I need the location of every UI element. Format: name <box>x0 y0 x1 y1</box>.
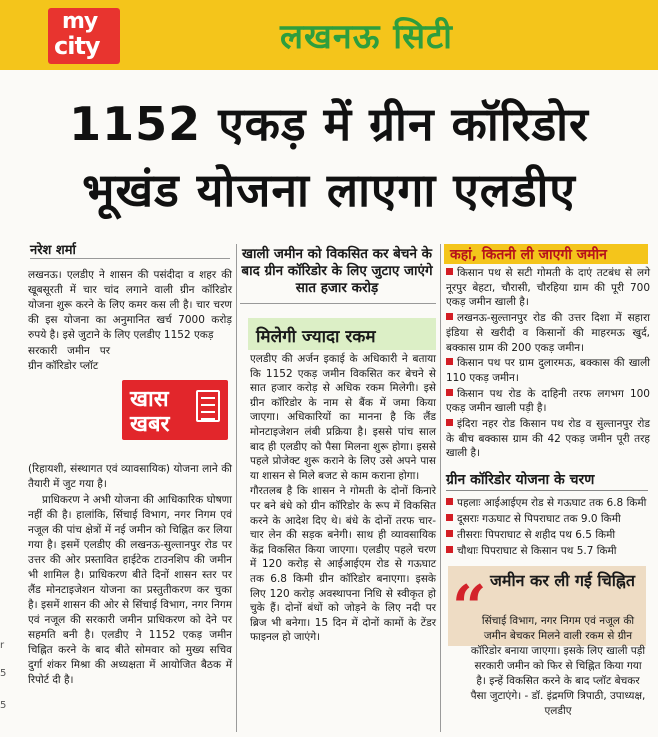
bullet-square-icon <box>446 419 453 426</box>
bullet-square-icon <box>446 498 453 505</box>
headline-line-1: 1152 एकड़ में ग्रीन कॉरिडोर <box>69 97 589 151</box>
story-paragraph-1-end: (रिहायशी, संस्थागत एवं व्यावसायिक) योजना लाने की तैयारी में जुट गया है। <box>28 463 232 490</box>
badge-line-1: खास <box>130 387 169 412</box>
masthead-bar <box>0 0 658 70</box>
main-story-column <box>28 268 232 689</box>
section-title: लखनऊ सिटी <box>280 17 453 57</box>
story-paragraph-2: प्राधिकरण ने अभी योजना की आधिकारिक घोषणा नहीं की है। हालांकि, सिंचाई विभाग, नगर निगम एवं नजूल की पांच क्षेत्रों में नई जमीन को चिह्नित कर लिया गया है। इसमें एलडीए की लखनऊ-सुल्तानपुर रोड पर उत्तर की ओर प्रस्तावित हाईटेक टाउनशिप की जमीन भी शामिल है। प्राधिकरण बीते दिनों शासन स्तर पर लैंड मोनटाइजेशन योजना का प्रस्तुतीकरण कर चुका है। इसमें शासन की ओर से सिंचाई विभाग, नगर निगम एवं नजूल की सरकारी जमीन प्राधिकरण को देने पर सहमति बनी है। एलडीए ने 1152 एकड़ जमीन चिह्नित करने के बाद बीते सोमवार को मुख्य सचिव दुर्गा शंकर मिश्रा की अध्यक्षता में आयोजित बैठक में रिपोर्ट दी है। <box>28 494 232 686</box>
bullet-square-icon <box>446 389 453 396</box>
quote-icon: “ <box>452 573 487 643</box>
list-item: लखनऊ-सुल्तानपुर रोड की उत्तर दिशा में सहारा इंडिया से खरीदी व किसानों की माहरमऊ खुर्द, बक्कास ग्राम की 200 एकड़ जमीन। <box>446 312 650 354</box>
bullet-square-icon <box>446 358 453 365</box>
quote-text: सिंचाई विभाग, नगर निगम एवं नजूल की जमीन बेचकर मिलने वाली रकम से ग्रीन कॉरिडोर बनाया जाएगा। इसके लिए खाली पड़ी सरकारी जमीन को फिर से चिह्नित किया गया है। इन्हें विकसित करने के बाद प्लॉट बेचकर पैसा जुटाएंगे। - डॉ. इंद्रमणि त्रिपाठी, उपाध्यक्ष, एलडीए <box>470 615 646 717</box>
bullet-square-icon <box>446 268 453 275</box>
divider <box>240 303 436 304</box>
story-paragraph-1-narrow: सरकारी जमीन पर ग्रीन कॉरिडोर प्लॉट <box>28 345 110 372</box>
edge-mark: r <box>0 640 5 651</box>
land-list <box>446 266 650 462</box>
bullet-square-icon <box>446 530 453 537</box>
mycity-logo <box>48 8 120 64</box>
column-divider <box>236 244 237 732</box>
col2-paragraph-1: एलडीए की अर्जन इकाई के अधिकारी ने बताया कि 1152 एकड़ जमीन विकसित कर बेचने से सात हजार करोड़ से अधिक रकम मिलेगी। इसे ग्रीन कॉरिडोर के नाम से बैंक में जमा किया जाएगा। अधिकारियों का मानना है कि लैंड मोनटाइजेशन लंबी प्रक्रिया है। इससे पांच साल बाद ही एलडीए को पैसा मिलना शुरू होगा। इससे पहले प्रोजेक्ट शुरू कराने के लिए उसे अपने पास या शासन से मिले बजट से काम कराना होगा। <box>250 353 436 482</box>
khas-khabar-badge <box>122 380 228 440</box>
edge-mark: 5 <box>0 700 7 711</box>
badge-line-2: खबर <box>130 412 170 437</box>
quote-title: जमीन कर ली गई चिह्नित <box>490 571 635 590</box>
list-item: दूसराः गऊघाट से पिपराघाट तक 9.0 किमी <box>446 511 652 527</box>
bullet-square-icon <box>446 546 453 553</box>
headline-line-2: भूखंड योजना लाएगा एलडीए <box>82 163 576 217</box>
byline: नरेश शर्मा <box>30 243 76 258</box>
document-icon <box>196 390 220 422</box>
bullet-square-icon <box>446 514 453 521</box>
list-item: किसान पथ से सटी गोमती के दाएं तटबंध से लगे नूरपुर बेहटा, चौरासी, चौरहिया ग्राम की पूरी 700 एकड़ जमीन खाली है। <box>446 267 650 309</box>
list-item: किसान पथ रोड के दाहिनी तरफ लगभग 100 एकड़ जमीन खाली पड़ी है। <box>446 387 650 415</box>
list-item: किसान पथ पर ग्राम दुलारमऊ, बक्कास की खाली 110 एकड़ जमीन। <box>446 357 650 384</box>
logo-my: my <box>62 9 98 34</box>
col2-paragraph-2: गौरतलब है कि शासन ने गोमती के दोनों किनारे पर बने बंधे को ग्रीन कॉरिडोर के रूप में विकसित करने के आदेश दिए थे। बंधे के दोनों तरफ चार-चार लेन की सड़क बनेगी। साथ ही व्यावसायिक केंद्र विकसित किया जाएगा। एलडीए पहले चरण में 120 करोड़ से आईआईएम रोड से गऊघाट तक 6.8 किमी ग्रीन कॉरिडोर बनाएगा। इसके लिए 120 करोड़ अवस्थापना निधि से स्वीकृत हो चुके हैं। दोनों बंधों को जोड़ने के लिए नदी पर ब्रिज भी बनेगा। 15 दिन में दोनों कामों के टेंडर फाइनल हो जाएंगे। <box>250 485 436 644</box>
phases-list <box>446 495 652 559</box>
divider <box>446 490 648 491</box>
logo-city: city <box>54 32 100 60</box>
land-list-title: कहां, कितनी ली जाएगी जमीन <box>444 244 648 264</box>
bullet-square-icon <box>446 313 453 320</box>
column-divider <box>440 244 441 732</box>
list-item: इंदिरा नहर रोड किसान पथ रोड व सुल्तानपुर रोड के बीच बक्कास ग्राम की 42 एकड़ जमीन पूरी तरह खाली है। <box>446 418 650 460</box>
list-item: पहलाः आईआईएम रोड से गऊघाट तक 6.8 किमी <box>446 495 652 511</box>
mid-section-title: मिलेगी ज्यादा रकम <box>248 318 436 350</box>
story-paragraph-1: लखनऊ। एलडीए ने शासन की पसंदीदा व शहर की खूबसूरती में चार चांद लगाने वाली ग्रीन कॉरिडोर योजना शुरू करने के लिए कमर कस ली है। चार चरण की इस योजना का अनुमानित खर्च 7000 करोड़ रुपये है। इसे जुटाने के लिए एलडीए 1152 एकड़ <box>28 269 232 341</box>
list-item: तीसराः पिपराघाट से शहीद पथ 6.5 किमी <box>446 527 652 543</box>
phases-title: ग्रीन कॉरिडोर योजना के चरण <box>446 472 595 488</box>
edge-mark: 5 <box>0 668 7 679</box>
subheadline: खाली जमीन को विकसित कर बेचने के बाद ग्रीन कॉरिडोर के लिए जुटाए जाएंगे सात हजार करोड़ <box>241 246 433 296</box>
divider <box>30 258 230 259</box>
second-column <box>250 352 436 646</box>
list-item: चौथाः पिपराघाट से किसान पथ 5.7 किमी <box>446 543 652 559</box>
